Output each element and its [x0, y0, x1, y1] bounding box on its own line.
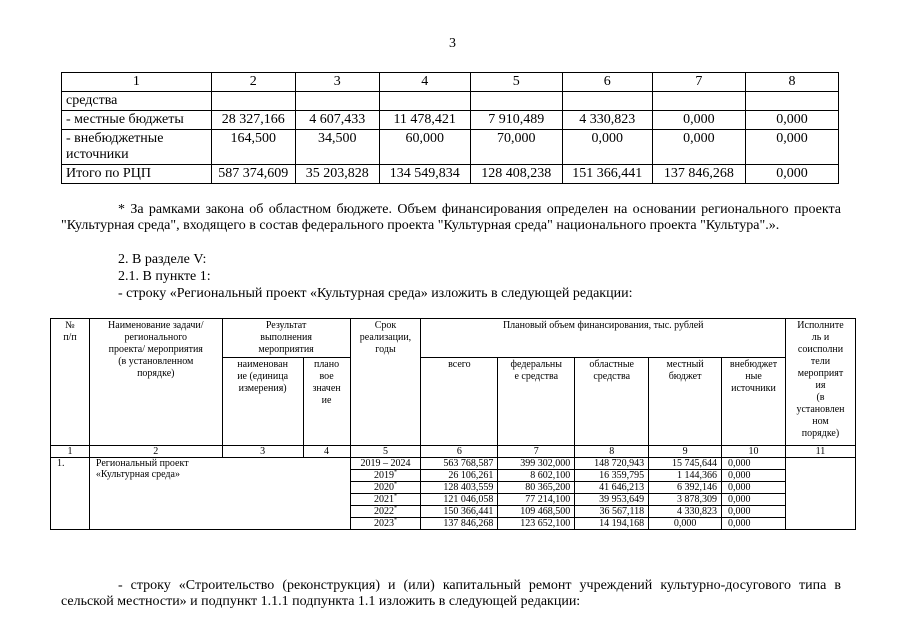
header-regional	[575, 358, 649, 446]
header-line: (в установленном	[118, 356, 194, 367]
table-cell: 0,000	[652, 111, 745, 130]
federal-cell: 8 602,100	[498, 470, 575, 482]
row-label: Итого по РЦП	[62, 165, 212, 184]
year-cell	[350, 482, 421, 494]
row-name	[89, 458, 350, 530]
header-local	[649, 358, 722, 446]
header-line: ном	[812, 416, 829, 427]
column-index: 6	[421, 446, 498, 458]
header-line: проекта/ мероприятия	[108, 344, 203, 355]
header-line: плано	[313, 359, 340, 370]
header-line: порядке)	[801, 428, 840, 439]
total-cell: 563 768,587	[421, 458, 498, 470]
row-label: средства	[62, 92, 212, 111]
header-line: (в	[816, 392, 825, 403]
local-cell: 4 330,823	[649, 506, 722, 518]
header-line: установлен	[796, 404, 845, 415]
column-index: 3	[222, 446, 303, 458]
header-result	[222, 319, 350, 358]
header-line: регионального	[124, 332, 188, 343]
column-index: 6	[562, 73, 652, 92]
year-value: 2021	[373, 494, 394, 505]
column-index: 3	[295, 73, 379, 92]
header-line: бюджет	[668, 371, 702, 382]
header-line: местный	[666, 359, 704, 370]
executor-cell	[785, 458, 855, 530]
header-num	[51, 319, 90, 446]
column-index: 2	[211, 73, 295, 92]
year-cell	[350, 518, 421, 530]
federal-cell: 399 302,000	[498, 458, 575, 470]
total-cell: 26 106,261	[421, 470, 498, 482]
footnote-mark: *	[393, 517, 397, 524]
table-cell	[295, 92, 379, 111]
final-paragraph: - строку «Строительство (реконструкция) и (или) капитальный ремонт учреждений культурно-досугового типа в сельской местности» и подпункт 1.1.1 подпункта 1.1 изложить в следующей редакции:	[61, 578, 841, 609]
extrabudget-cell: 0,000	[722, 470, 786, 482]
year-cell	[350, 458, 421, 470]
header-extrabudget	[722, 358, 786, 446]
column-index: 7	[652, 73, 745, 92]
row-name-line: «Культурная среда»	[95, 469, 180, 480]
table-cell: 587 374,609	[211, 165, 295, 184]
column-index: 8	[575, 446, 649, 458]
regional-cell: 14 194,168	[575, 518, 649, 530]
financing-summary-table	[61, 72, 839, 184]
total-cell: 137 846,268	[421, 518, 498, 530]
header-line: мероприятия	[258, 344, 314, 355]
header-line: ные	[745, 371, 762, 382]
table-cell: 0,000	[652, 130, 745, 165]
header-line: №	[65, 320, 75, 331]
row-label	[62, 130, 212, 165]
header-line: Наименование задачи/	[108, 320, 204, 331]
header-line: ие (единица	[237, 371, 289, 382]
total-cell: 150 366,441	[421, 506, 498, 518]
header-line: п/п	[63, 332, 77, 343]
header-result-plan	[303, 358, 350, 446]
column-index: 1	[62, 73, 212, 92]
table-cell: 70,000	[470, 130, 562, 165]
regional-cell: 148 720,943	[575, 458, 649, 470]
table-cell: 4 330,823	[562, 111, 652, 130]
year-cell	[350, 506, 421, 518]
header-result-name	[222, 358, 303, 446]
item-2: 2. В разделе V:	[118, 252, 207, 267]
footnote-mark: *	[393, 481, 397, 488]
header-line: источники	[731, 383, 776, 394]
year-value: 2022	[373, 506, 394, 517]
table-cell: 151 366,441	[562, 165, 652, 184]
table-cell: 34,500	[295, 130, 379, 165]
table-cell	[652, 92, 745, 111]
row-label: - местные бюджеты	[62, 111, 212, 130]
table-row	[62, 130, 839, 165]
header-line: выполнения	[260, 332, 312, 343]
column-index: 5	[350, 446, 421, 458]
item-2-1: 2.1. В пункте 1:	[118, 269, 211, 284]
table-cell: 137 846,268	[652, 165, 745, 184]
table-cell: 164,500	[211, 130, 295, 165]
year-value: 2023	[373, 518, 394, 529]
table-cell: 0,000	[745, 130, 838, 165]
table-cell: 0,000	[562, 130, 652, 165]
year-value: 2019 – 2024	[360, 458, 411, 469]
table-cell	[379, 92, 470, 111]
table-row	[51, 458, 856, 470]
total-cell: 128 403,559	[421, 482, 498, 494]
header-line: тели	[810, 356, 831, 367]
table-header-row	[62, 73, 839, 92]
year-value: 2020	[373, 482, 394, 493]
index-row	[51, 446, 856, 458]
header-line: ль и	[811, 332, 830, 343]
table-cell: 60,000	[379, 130, 470, 165]
header-total: всего	[421, 358, 498, 446]
extrabudget-cell: 0,000	[722, 494, 786, 506]
table-cell: 0,000	[745, 111, 838, 130]
table-cell: 35 203,828	[295, 165, 379, 184]
table-cell: 134 549,834	[379, 165, 470, 184]
table-cell	[745, 92, 838, 111]
header-line: вое	[319, 371, 334, 382]
header-line: областные	[589, 359, 634, 370]
column-index: 5	[470, 73, 562, 92]
total-cell: 121 046,058	[421, 494, 498, 506]
federal-cell: 80 365,200	[498, 482, 575, 494]
year-cell	[350, 494, 421, 506]
header-line: наименован	[237, 359, 288, 370]
federal-cell: 123 652,100	[498, 518, 575, 530]
local-cell: 6 392,146	[649, 482, 722, 494]
header-line: федеральны	[510, 359, 562, 370]
table-row	[62, 111, 839, 130]
table-cell: 0,000	[745, 165, 838, 184]
row-number: 1.	[51, 458, 90, 530]
year-cell	[350, 470, 421, 482]
header-line: средства	[593, 371, 631, 382]
header-line: мероприят	[797, 368, 844, 379]
table-cell	[211, 92, 295, 111]
header-line: Срок	[374, 320, 397, 331]
header-line: ия	[815, 380, 826, 391]
header-line: внебюджет	[729, 359, 778, 370]
header-name	[89, 319, 222, 446]
footnote-mark: *	[393, 493, 397, 500]
regional-cell: 16 359,795	[575, 470, 649, 482]
extrabudget-cell: 0,000	[722, 482, 786, 494]
header-line: Результат	[265, 320, 307, 331]
column-index: 11	[785, 446, 855, 458]
table-cell: 4 607,433	[295, 111, 379, 130]
item-line: - строку «Региональный проект «Культурная среда» изложить в следующей редакции:	[118, 286, 633, 301]
page-number: 3	[449, 36, 456, 51]
regional-cell: 39 953,649	[575, 494, 649, 506]
column-index: 10	[722, 446, 786, 458]
extrabudget-cell: 0,000	[722, 506, 786, 518]
year-value: 2019	[373, 470, 394, 481]
table-row	[62, 92, 839, 111]
table-cell: 128 408,238	[470, 165, 562, 184]
column-index: 8	[745, 73, 838, 92]
header-federal	[498, 358, 575, 446]
table-cell: 7 910,489	[470, 111, 562, 130]
footnote-mark: *	[393, 469, 397, 476]
header-line: порядке)	[137, 368, 175, 379]
header-line: значен	[312, 383, 341, 394]
header-line: е средства	[514, 371, 559, 382]
extrabudget-cell: 0,000	[722, 458, 786, 470]
header-line: измерения)	[238, 383, 287, 394]
table-cell	[562, 92, 652, 111]
header-line: годы	[375, 344, 396, 355]
local-cell: 3 878,309	[649, 494, 722, 506]
regional-cell: 41 646,213	[575, 482, 649, 494]
column-index: 7	[498, 446, 575, 458]
header-line: реализации,	[359, 332, 412, 343]
federal-cell: 77 214,100	[498, 494, 575, 506]
local-cell: 15 745,644	[649, 458, 722, 470]
table-cell: 11 478,421	[379, 111, 470, 130]
header-line: Исполните	[797, 320, 844, 331]
column-index: 2	[89, 446, 222, 458]
row-name-line: Региональный проект	[95, 458, 189, 469]
local-cell: 0,000	[649, 518, 722, 530]
table-cell	[470, 92, 562, 111]
header-financing: Плановый объем финансирования, тыс. рублей	[421, 319, 786, 358]
row-label-line: источники	[66, 147, 129, 162]
regional-cell: 36 567,118	[575, 506, 649, 518]
footnote: * За рамками закона об областном бюджете. Объем финансирования определен на основании регионального проекта "Культурная среда", входящего в состав федерального проекта "Культурная среда" национального проекта "Культура".».	[61, 202, 841, 233]
table-cell: 28 327,166	[211, 111, 295, 130]
federal-cell: 109 468,500	[498, 506, 575, 518]
header-executor	[785, 319, 855, 446]
header-term	[350, 319, 421, 446]
column-index: 4	[379, 73, 470, 92]
footnote-mark: *	[393, 505, 397, 512]
table-row	[62, 165, 839, 184]
header-line: ие	[321, 395, 332, 406]
column-index: 4	[303, 446, 350, 458]
header-line: соисполни	[797, 344, 844, 355]
extrabudget-cell: 0,000	[722, 518, 786, 530]
column-index: 1	[51, 446, 90, 458]
local-cell: 1 144,366	[649, 470, 722, 482]
row-label-line: - внебюджетные	[66, 131, 164, 146]
column-index: 9	[649, 446, 722, 458]
table-header-row	[51, 319, 856, 358]
regional-project-table	[50, 318, 856, 530]
